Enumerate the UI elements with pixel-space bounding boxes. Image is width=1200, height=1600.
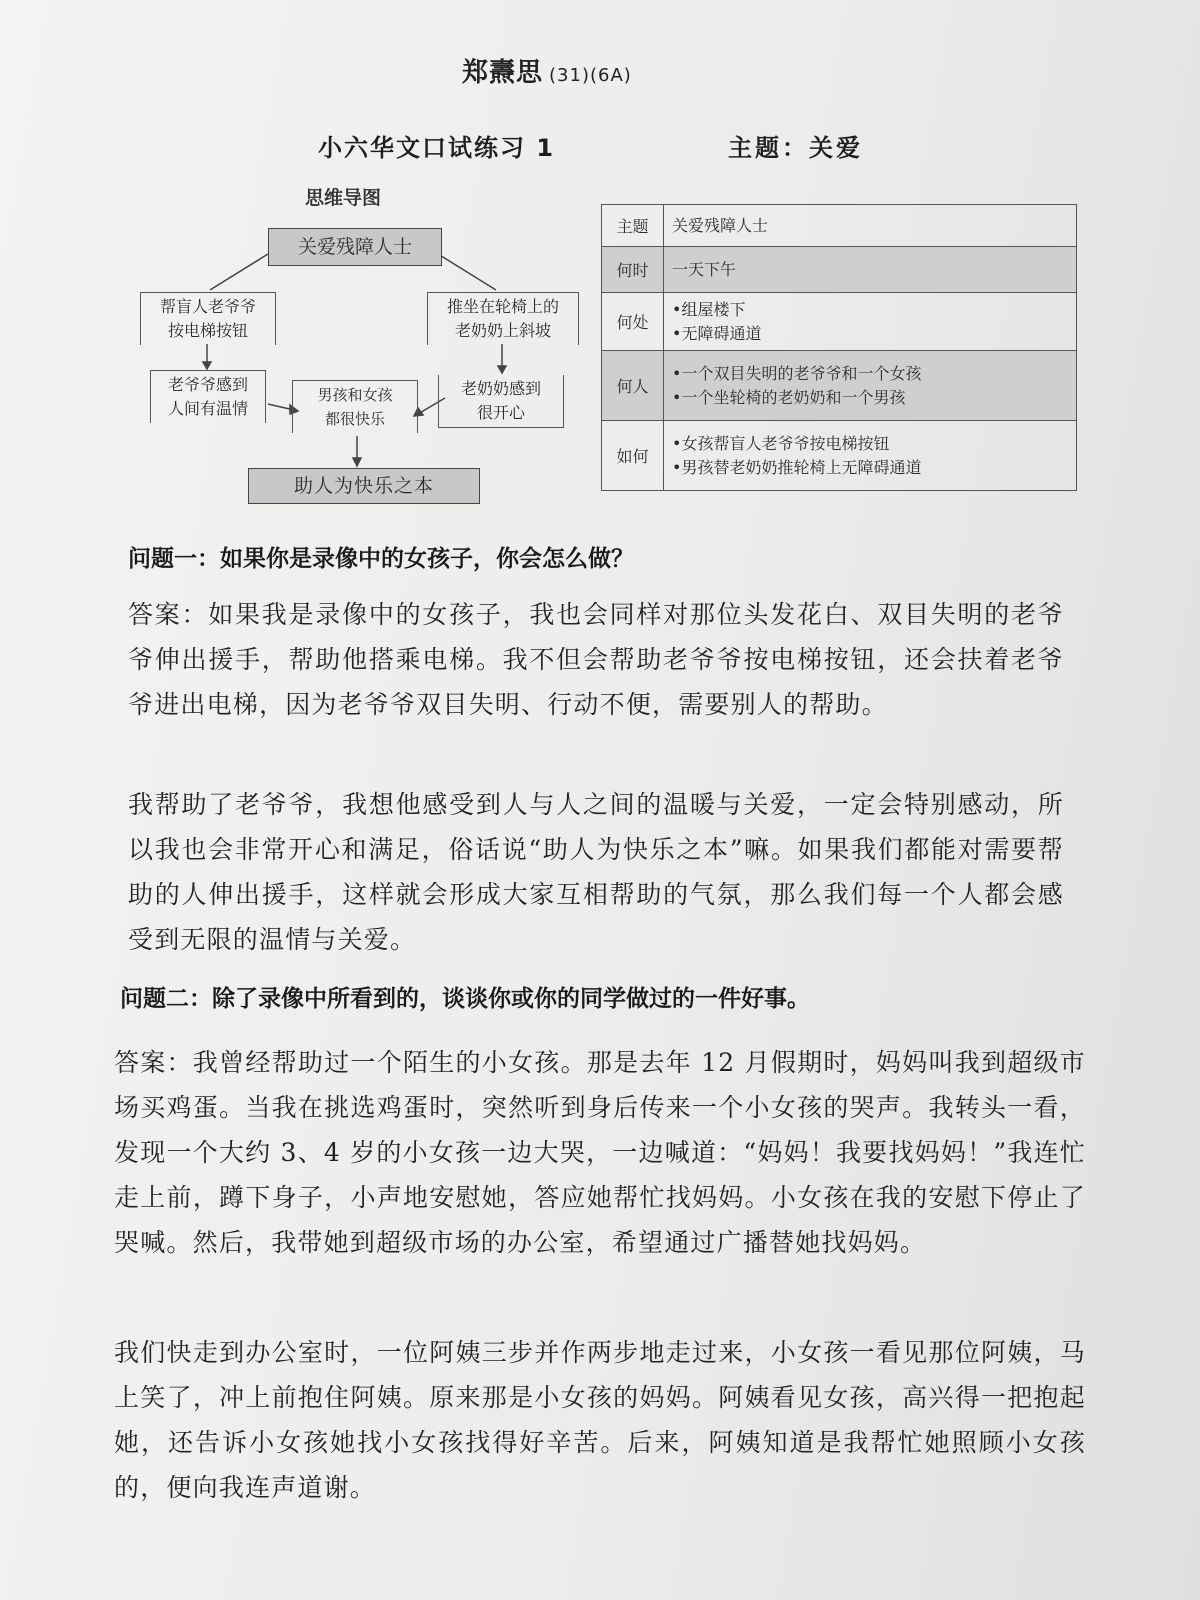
- mind-map-left-branch-line: 帮盲人老爷爷: [159, 297, 256, 316]
- answer-two-paragraph-2: 我们快走到办公室时，一位阿姨三步并作两步地走过来，小女孩一看见那位阿姨，马上笑了，冲上前抱住阿姨。原来那是小女孩的妈妈。阿姨看见女孩，高兴得一把抱起她，还告诉小女孩她找小女孩找得好辛苦。后来，阿姨知道是我帮忙她照顾小女孩的，便向我连声道谢。: [114, 1338, 1086, 1502]
- question-two: 问题二：除了录像中所看到的，谈谈你或你的同学做过的一件好事。: [120, 986, 810, 1012]
- mind-map-center-result-line: 男孩和女孩: [317, 386, 393, 404]
- mind-map-right-result-line: 很开心: [476, 403, 525, 422]
- class-info: (31)(6A): [549, 65, 632, 86]
- mind-map-conclusion: 助人为快乐之本: [248, 468, 480, 504]
- question-one: 问题一：如果你是录像中的女孩子，你会怎么做？: [128, 546, 634, 572]
- mind-map-left-result-line: 老爷爷感到: [167, 375, 248, 394]
- student-name-handwritten: [462, 52, 632, 89]
- mind-map-left-branch-line: 按电梯按钮: [167, 321, 248, 340]
- mind-map-left-result-line: 人间有温情: [167, 399, 248, 418]
- info-table: [601, 204, 1077, 491]
- info-line: •女孩帮盲人老爷爷按电梯按钮: [672, 433, 890, 453]
- mind-map-right-result-line: 老奶奶感到: [460, 379, 541, 398]
- info-row-who: [602, 351, 1077, 421]
- info-value: [664, 205, 1077, 247]
- info-line: •一个双目失明的老爷爷和一个女孩: [672, 363, 922, 383]
- info-row-how: [602, 421, 1077, 491]
- info-key: 何时: [602, 247, 664, 293]
- info-line: •男孩替老奶奶推轮椅上无障碍通道: [672, 457, 922, 477]
- mind-map-root: 关爱残障人士: [268, 228, 442, 266]
- mind-map-right-branch-line: 推坐在轮椅上的: [446, 297, 559, 316]
- answer-two-paragraph-1: 答案：我曾经帮助过一个陌生的小女孩。那是去年 12 月假期时，妈妈叫我到超级市场买鸡蛋。当我在挑选鸡蛋时，突然听到身后传来一个小女孩的哭声。我转头一看，发现一个大约 3、4 岁的小女孩一边大哭，一边喊道：“妈妈！我要找妈妈！”我连忙走上前，蹲下身子，小声地安慰她，答应她帮忙找妈妈。小女孩在我的安慰下停止了哭喊。然后，我带她到超级市场的办公室，希望通过广播替她找妈妈。: [114, 1048, 1086, 1257]
- mind-map-title: 思维导图: [305, 187, 382, 209]
- mind-map-center-result: [292, 380, 418, 433]
- info-key: 主题: [602, 205, 664, 247]
- info-value: [664, 247, 1077, 293]
- info-line: •组屋楼下: [672, 299, 746, 319]
- info-line: 关爱残障人士: [672, 215, 769, 235]
- mind-map-left-result: [150, 370, 266, 423]
- info-line: •一个坐轮椅的老奶奶和一个男孩: [672, 387, 906, 407]
- info-row-topic: [602, 205, 1077, 247]
- mind-map-right-result: [438, 375, 564, 428]
- mind-map-left-branch: [140, 292, 276, 345]
- info-line: •无障碍通道: [672, 323, 762, 343]
- answer-one-paragraph-1: 答案：如果我是录像中的女孩子，我也会同样对那位头发花白、双目失明的老爷爷伸出援手，帮助他搭乘电梯。我不但会帮助老爷爷按电梯按钮，还会扶着老爷爷进出电梯，因为老爷爷双目失明、行动不便，需要别人的帮助。: [128, 600, 1064, 719]
- info-key: 何处: [602, 293, 664, 351]
- info-key: 如何: [602, 421, 664, 491]
- mind-map-right-branch: [427, 292, 579, 345]
- answer-one-paragraph-2: 我帮助了老爷爷，我想他感受到人与人之间的温暖与关爱，一定会特别感动，所以我也会非常开心和满足，俗话说“助人为快乐之本”嘛。如果我们都能对需要帮助的人伸出援手，这样就会形成大家互相帮助的气氛，那么我们每一个人都会感受到无限的温情与关爱。: [128, 790, 1064, 954]
- mind-map-right-branch-line: 老奶奶上斜坡: [454, 321, 551, 340]
- worksheet-title: 小六华文口试练习 1: [318, 134, 556, 162]
- info-line: 一天下午: [672, 259, 737, 279]
- info-value: [664, 421, 1077, 491]
- worksheet-theme: 主题：关爱: [728, 134, 863, 162]
- student-name: 郑燾思: [462, 58, 544, 88]
- mind-map-center-result-line: 都很快乐: [324, 410, 385, 428]
- info-key: 何人: [602, 351, 664, 421]
- info-value: [664, 351, 1077, 421]
- info-row-when: [602, 247, 1077, 293]
- info-value: [664, 293, 1077, 351]
- info-row-where: [602, 293, 1077, 351]
